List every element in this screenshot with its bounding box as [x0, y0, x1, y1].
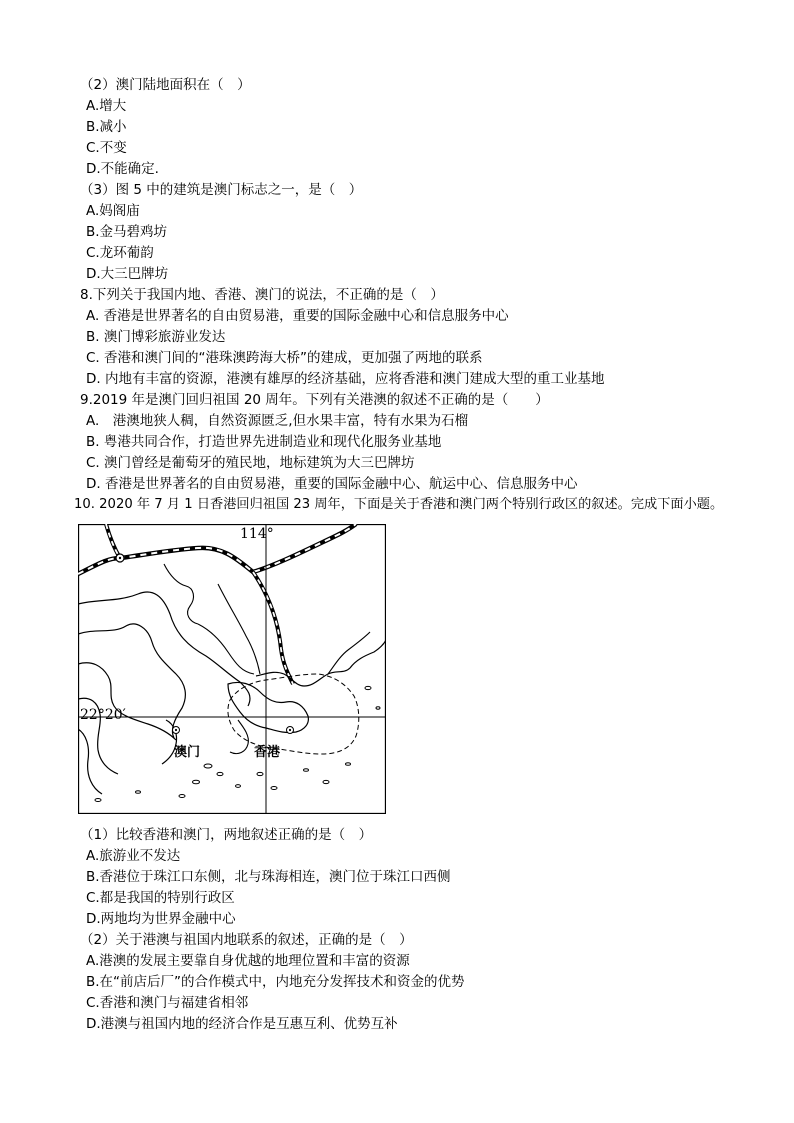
option-9-c: C. 澳门曾经是葡萄牙的殖民地，地标建筑为大三巴牌坊 — [86, 455, 415, 471]
option-7-3-a: A.妈阁庙 — [86, 203, 140, 219]
option-7-2-d: D.不能确定. — [86, 161, 159, 177]
option-10-1-c: C.都是我国的特别行政区 — [86, 890, 235, 906]
option-10-2-b: B.在“前店后厂”的合作模式中，内地充分发挥技术和资金的优势 — [86, 974, 465, 990]
question-10-stem: 10. 2020 年 7 月 1 日香港回归祖国 23 周年，下面是关于香港和澳门两个特别行政区的叙述。完成下面小题。 — [74, 497, 724, 512]
question-9-stem: 9.2019 年是澳门回归祖国 20 周年。下列有关港澳的叙述不正确的是（ ） — [80, 392, 549, 408]
option-7-2-c: C.不变 — [86, 140, 127, 156]
question-10-2-stem: （2）关于港澳与祖国内地联系的叙述，正确的是（ ） — [80, 932, 413, 948]
pearl-river-delta-map — [78, 524, 386, 814]
option-8-a: A. 香港是世界著名的自由贸易港，重要的国际金融中心和信息服务中心 — [86, 308, 509, 324]
map-drawing — [78, 524, 386, 814]
longitude-label: 114° — [240, 526, 274, 542]
option-10-2-c: C.香港和澳门与福建省相邻 — [86, 995, 249, 1011]
option-8-d: D. 内地有丰富的资源，港澳有雄厚的经济基础，应将香港和澳门建成大型的重工业基地 — [86, 371, 605, 387]
city-label-macau: 澳门 — [174, 745, 201, 760]
option-8-b: B. 澳门博彩旅游业发达 — [86, 329, 226, 345]
option-10-2-a: A.港澳的发展主要靠自身优越的地理位置和丰富的资源 — [86, 953, 410, 969]
option-7-3-b: B.金马碧鸡坊 — [86, 224, 168, 240]
option-10-2-d: D.港澳与祖国内地的经济合作是互惠互利、优势互补 — [86, 1016, 398, 1032]
option-7-3-c: C.龙环葡韵 — [86, 245, 154, 261]
option-7-3-d: D.大三巴牌坊 — [86, 266, 169, 282]
option-8-c: C. 香港和澳门间的“港珠澳跨海大桥”的建成，更加强了两地的联系 — [86, 350, 483, 366]
city-label-hongkong: 香港 — [254, 745, 281, 760]
option-7-2-a: A.增大 — [86, 98, 127, 114]
option-10-1-d: D.两地均为世界金融中心 — [86, 911, 236, 927]
option-9-d: D. 香港是世界著名的自由贸易港，重要的国际金融中心、航运中心、信息服务中心 — [86, 476, 578, 492]
option-7-2-b: B.减小 — [86, 119, 127, 135]
option-9-b: B. 粤港共同合作，打造世界先进制造业和现代化服务业基地 — [86, 434, 442, 450]
option-10-1-a: A.旅游业不发达 — [86, 848, 181, 864]
question-7-3-stem: （3）图 5 中的建筑是澳门标志之一，是（ ） — [80, 182, 363, 198]
option-9-a: A. 港澳地狭人稠，自然资源匮乏,但水果丰富，特有水果为石榴 — [86, 413, 469, 429]
question-7-2-stem: （2）澳门陆地面积在（ ） — [80, 77, 251, 93]
question-8-stem: 8.下列关于我国内地、香港、澳门的说法，不正确的是（ ） — [80, 287, 444, 303]
question-10-1-stem: （1）比较香港和澳门，两地叙述正确的是（ ） — [80, 827, 373, 843]
option-10-1-b: B.香港位于珠江口东侧，北与珠海相连，澳门位于珠江口西侧 — [86, 869, 451, 885]
latitude-label: 22°20′ — [80, 707, 126, 723]
